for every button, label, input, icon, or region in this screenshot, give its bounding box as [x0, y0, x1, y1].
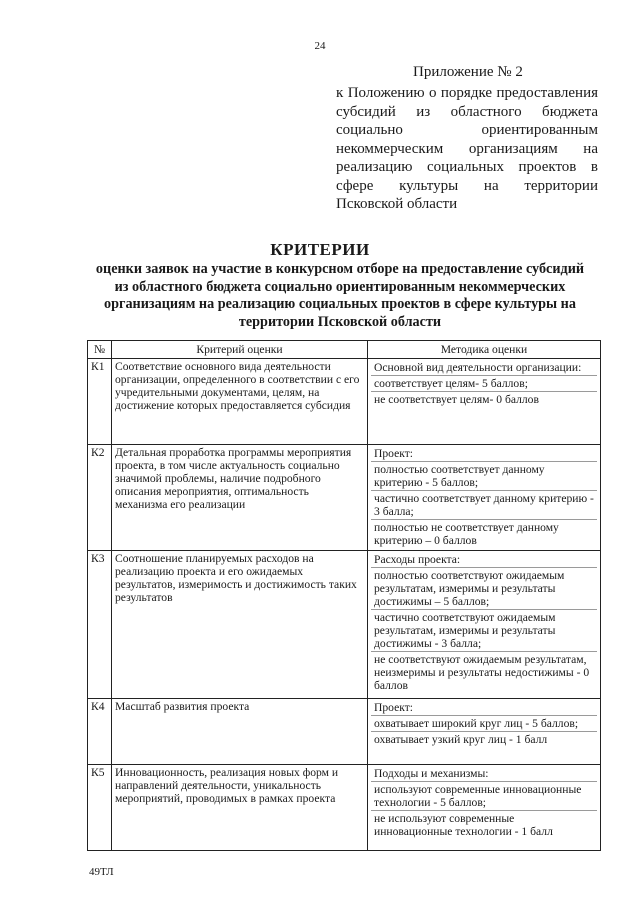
method-cell [368, 699, 601, 765]
criteria-table [87, 340, 601, 851]
method-cell [368, 765, 601, 851]
table-row [88, 445, 601, 551]
document-title: КРИТЕРИИ [270, 240, 370, 259]
table-row [88, 551, 601, 699]
table-row [88, 359, 601, 445]
method-line: частично соответствует данному критерию - 3 балла; [371, 491, 597, 520]
appendix-title: Приложение № 2 [413, 64, 523, 80]
method-line: полностью соответствуют ожидаемым результатам, измеримы и результаты достижимы – 5 баллов; [371, 568, 597, 610]
criterion-number: К4 [88, 699, 112, 765]
method-line: не соответствуют ожидаемым результатам, неизмеримы и результаты недостижимы - 0 баллов [374, 653, 590, 692]
header-number: № [88, 341, 112, 359]
method-line: Расходы проекта: [371, 552, 597, 568]
method-line: Основной вид деятельности организации: [371, 360, 597, 376]
criterion-number: К3 [88, 551, 112, 699]
table-row [88, 765, 601, 851]
table-row [88, 699, 601, 765]
method-line: охватывает широкий круг лиц - 5 баллов; [371, 716, 597, 732]
method-line: Проект: [371, 700, 597, 716]
method-line: полностью соответствует данному критерию - 5 баллов; [371, 462, 597, 491]
criterion-text: Инновационность, реализация новых форм и направлений деятельности, уникальность мероприятий, проводимых в рамках проекта [112, 765, 368, 851]
criterion-text: Соответствие основного вида деятельности организации, определенного в соответствии с его учредительными документами, целям, на достижение которых предоставляется субсидия [112, 359, 368, 445]
header-method: Методика оценки [368, 341, 601, 359]
method-line: Проект: [371, 446, 597, 462]
criterion-number: К2 [88, 445, 112, 551]
criterion-text: Детальная проработка программы мероприятия проекта, в том числе актуальность социально значимой проблемы, наличие подробного описания мероприятия, оптимальность механизма его реализации [112, 445, 368, 551]
criterion-text: Соотношение планируемых расходов на реализацию проекта и его ожидаемых результатов, измеримость и достижимость таких результатов [112, 551, 368, 699]
criterion-number: К5 [88, 765, 112, 851]
method-line: не соответствует целям- 0 баллов [374, 393, 539, 406]
method-cell [368, 551, 601, 699]
method-line: полностью не соответствует данному критерию – 0 баллов [374, 521, 559, 547]
criterion-text: Масштаб развития проекта [112, 699, 368, 765]
criterion-number: К1 [88, 359, 112, 445]
method-cell [368, 359, 601, 445]
method-line: не используют современные инновационные технологии - 1 балл [374, 812, 553, 838]
document-subtitle: оценки заявок на участие в конкурсном отборе на предоставление субсидий из областного бюджета социально ориентированным некоммерческих организациям на реализацию социальных проектов в сфере культуры на территории Псковской области [95, 261, 585, 330]
page-number: 24 [314, 40, 326, 52]
appendix-reference: к Положению о порядке предоставления субсидий из областного бюджета социально ориентированным некоммерческим организациям на реализацию социальных проектов в сфере культуры на территории Псковской области [336, 85, 598, 212]
header-criterion: Критерий оценки [112, 341, 368, 359]
method-cell [368, 445, 601, 551]
method-line: соответствует целям- 5 баллов; [371, 376, 597, 392]
footer-code: 49ТЛ [89, 866, 114, 878]
table-header-row [88, 341, 601, 359]
method-line: частично соответствуют ожидаемым результатам, измеримы и результаты достижимы - 3 балла; [371, 610, 597, 652]
method-line: охватывает узкий круг лиц - 1 балл [374, 733, 548, 746]
method-line: Подходы и механизмы: [371, 766, 597, 782]
method-line: используют современные инновационные технологии - 5 баллов; [371, 782, 597, 811]
